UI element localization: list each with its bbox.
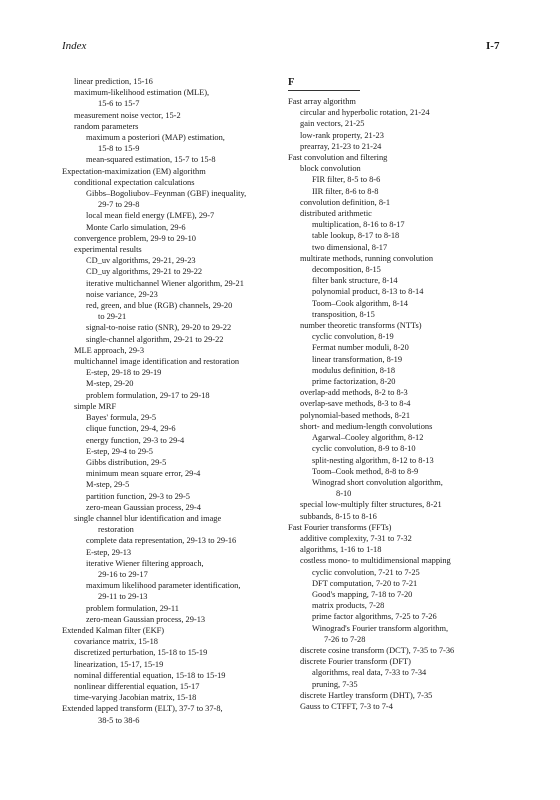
index-entry: costless mono- to multidimensional mapping xyxy=(300,556,451,566)
index-entry: linearization, 15-17, 15-19 xyxy=(74,659,164,669)
index-entry: problem formulation, 29-17 to 29-18 xyxy=(86,390,210,400)
index-entry: local mean field energy (LMFE), 29-7 xyxy=(86,211,215,221)
index-column-right xyxy=(288,76,523,712)
index-entry: linear prediction, 15-16 xyxy=(74,77,153,86)
index-entry: Extended lapped transform (ELT), 37-7 to 37-8, xyxy=(62,704,223,714)
index-entry: filter bank structure, 8-14 xyxy=(312,276,398,286)
index-entry: Fermat number moduli, 8-20 xyxy=(312,343,409,353)
index-entry: distributed arithmetic xyxy=(300,209,372,219)
index-entry: pruning, 7-35 xyxy=(312,679,358,689)
index-entry: Fast array algorithm xyxy=(288,97,356,106)
index-entry: problem formulation, 29-11 xyxy=(86,603,179,613)
index-entry: number theoretic transforms (NTTs) xyxy=(300,321,422,331)
index-entry: two dimensional, 8-17 xyxy=(312,242,388,252)
index-entry: algorithms, real data, 7-33 to 7-34 xyxy=(312,668,427,678)
index-entry: M-step, 29-5 xyxy=(86,480,130,490)
index-entry: single-channel algorithm, 29-21 to 29-22 xyxy=(86,334,224,344)
index-entry: discrete Fourier transform (DFT) xyxy=(300,657,411,667)
index-entry: discretized perturbation, 15-18 to 15-19 xyxy=(74,648,208,658)
index-entry: Monte Carlo simulation, 29-6 xyxy=(86,222,186,232)
index-entry: matrix products, 7-28 xyxy=(312,601,385,611)
index-entry: Good's mapping, 7-18 to 7-20 xyxy=(312,589,413,599)
index-entry: iterative multichannel Wiener algorithm, 29-21 xyxy=(86,278,244,288)
index-entry: block convolution xyxy=(300,164,361,174)
index-entry: complete data representation, 29-13 to 29-16 xyxy=(86,536,237,546)
index-entry: CD_uy algorithms, 29-21 to 29-22 xyxy=(86,267,203,277)
index-entry: noise variance, 29-23 xyxy=(86,289,158,299)
index-entry: overlap-save methods, 8-3 to 8-4 xyxy=(300,399,411,409)
index-entry: signal-to-noise ratio (SNR), 29-20 to 29-22 xyxy=(86,323,232,333)
index-entry: cyclic convolution, 7-21 to 7-25 xyxy=(312,567,420,577)
index-entry: discrete Hartley transform (DHT), 7-35 xyxy=(300,690,433,700)
index-entry: 8-10 xyxy=(336,489,352,499)
index-entry: CD_uv algorithms, 29-21, 29-23 xyxy=(86,256,196,266)
index-entry: convergence problem, 29-9 to 29-10 xyxy=(74,233,196,243)
index-entry: modulus definition, 8-18 xyxy=(312,365,396,375)
index-entry: discrete cosine transform (DCT), 7-35 to 7-36 xyxy=(300,645,455,655)
index-entry: Fast Fourier transforms (FFTs) xyxy=(288,522,392,532)
index-entry: polynomial-based methods, 8-21 xyxy=(300,410,411,420)
index-entry: minimum mean square error, 29-4 xyxy=(86,469,201,479)
index-entry: prime factorization, 8-20 xyxy=(312,377,396,387)
index-entry: Toom–Cook algorithm, 8-14 xyxy=(312,298,408,308)
index-entry: Winograd short convolution algorithm, xyxy=(312,477,443,487)
index-entry: convolution definition, 8-1 xyxy=(300,197,391,207)
index-entry: restoration xyxy=(98,525,134,535)
index-column-left xyxy=(62,76,280,726)
index-entry: energy function, 29-3 to 29-4 xyxy=(86,435,185,445)
index-entry: E-step, 29-13 xyxy=(86,547,132,557)
index-entry: zero-mean Gaussian process, 29-4 xyxy=(86,502,201,512)
index-entry: polynomial product, 8-13 to 8-14 xyxy=(312,287,424,297)
index-entry: Expectation-maximization (EM) algorithm xyxy=(62,166,206,176)
index-entry: Gibbs distribution, 29-5 xyxy=(86,457,167,467)
index-entry: mean-squared estimation, 15-7 to 15-8 xyxy=(86,155,216,165)
index-entry: 15-8 to 15-9 xyxy=(98,144,140,154)
index-entry: decomposition, 8-15 xyxy=(312,265,381,275)
index-entry: simple MRF xyxy=(74,401,117,411)
index-entry: linear transformation, 8-19 xyxy=(312,354,403,364)
index-entry: 38-5 to 38-6 xyxy=(98,715,140,725)
index-entry: table lookup, 8-17 to 8-18 xyxy=(312,231,400,241)
index-entry: Agarwal–Cooley algorithm, 8-12 xyxy=(312,433,424,443)
index-entry: Fast convolution and filtering xyxy=(288,153,388,163)
index-entry: 15-6 to 15-7 xyxy=(98,99,140,109)
index-entry: short- and medium-length convolutions xyxy=(300,421,433,431)
index-entry: Winograd's Fourier transform algorithm, xyxy=(312,623,449,633)
index-entry: special low-multiply filter structures, 8-21 xyxy=(300,500,442,510)
index-entry: E-step, 29-18 to 29-19 xyxy=(86,368,162,378)
index-entry: E-step, 29-4 to 29-5 xyxy=(86,446,153,456)
index-entry: subbands, 8-15 to 8-16 xyxy=(300,511,377,521)
section-rule xyxy=(288,90,360,91)
index-entry: conditional expectation calculations xyxy=(74,177,195,187)
index-entry: low-rank property, 21-23 xyxy=(300,130,384,140)
index-entry: 29-16 to 29-17 xyxy=(98,569,148,579)
page-number: I-7 xyxy=(486,40,500,52)
index-entry: 7-26 to 7-28 xyxy=(324,634,366,644)
index-entry: multirate methods, running convolution xyxy=(300,253,434,263)
index-entry: IIR filter, 8-6 to 8-8 xyxy=(312,186,379,196)
index-entry: split-nesting algorithm, 8-12 to 8-13 xyxy=(312,455,434,465)
index-entry: multichannel image identification and restoration xyxy=(74,357,240,367)
index-entry: gain vectors, 21-25 xyxy=(300,119,365,129)
index-entry: circular and hyperbolic rotation, 21-24 xyxy=(300,108,430,118)
index-entry: prearray, 21-23 to 21-24 xyxy=(300,141,382,151)
index-entry: additive complexity, 7-31 to 7-32 xyxy=(300,533,412,543)
index-entry: FIR filter, 8-5 to 8-6 xyxy=(312,175,381,185)
section-letter: F xyxy=(288,77,295,88)
index-entry: nominal differential equation, 15-18 to 15-19 xyxy=(74,670,226,680)
index-entry: MLE approach, 29-3 xyxy=(74,345,145,355)
index-entry: to 29-21 xyxy=(98,312,127,322)
index-entry: prime factor algorithms, 7-25 to 7-26 xyxy=(312,612,437,622)
index-entry: overlap-add methods, 8-2 to 8-3 xyxy=(300,388,408,398)
index-entry: multiplication, 8-16 to 8-17 xyxy=(312,220,405,230)
index-entry: partition function, 29-3 to 29-5 xyxy=(86,491,190,501)
index-entries-right xyxy=(288,96,523,712)
index-entry: Toom–Cook method, 8-8 to 8-9 xyxy=(312,466,419,476)
index-entry: Gauss to CTFFT, 7-3 to 7-4 xyxy=(300,701,393,711)
index-entry: maximum likelihood parameter identification, xyxy=(86,581,241,591)
index-entry: Bayes' formula, 29-5 xyxy=(86,413,157,423)
index-entry: measurement noise vector, 15-2 xyxy=(74,110,181,120)
index-entry: experimental results xyxy=(74,245,142,255)
index-entry: cyclic convolution, 8-9 to 8-10 xyxy=(312,444,416,454)
index-entry: covariance matrix, 15-18 xyxy=(74,637,158,647)
index-entry: M-step, 29-20 xyxy=(86,379,134,389)
index-entry: single channel blur identification and image xyxy=(74,513,222,523)
index-entry: maximum a posteriori (MAP) estimation, xyxy=(86,133,225,143)
index-entry: DFT computation, 7-20 to 7-21 xyxy=(312,578,418,588)
index-entry: algorithms, 1-16 to 1-18 xyxy=(300,545,382,555)
index-entry: transposition, 8-15 xyxy=(312,309,375,319)
index-entry: maximum-likelihood estimation (MLE), xyxy=(74,88,210,98)
index-entry: 29-11 to 29-13 xyxy=(98,592,148,602)
index-entry: random parameters xyxy=(74,121,139,131)
index-entry: iterative Wiener filtering approach, xyxy=(86,558,204,568)
running-header-section: Index xyxy=(62,40,87,52)
index-entry: Extended Kalman filter (EKF) xyxy=(62,625,165,635)
index-entry: Gibbs–Bogoliubov–Feynman (GBF) inequality, xyxy=(86,189,247,199)
index-entry: red, green, and blue (RGB) channels, 29-20 xyxy=(86,301,233,311)
index-entry: zero-mean Gaussian process, 29-13 xyxy=(86,614,206,624)
index-entry: clique function, 29-4, 29-6 xyxy=(86,424,176,434)
index-entry: 29-7 to 29-8 xyxy=(98,200,140,210)
index-entry: cyclic convolution, 8-19 xyxy=(312,332,394,342)
index-entry: nonlinear differential equation, 15-17 xyxy=(74,681,200,691)
index-entry: time-varying Jacobian matrix, 15-18 xyxy=(74,693,197,703)
